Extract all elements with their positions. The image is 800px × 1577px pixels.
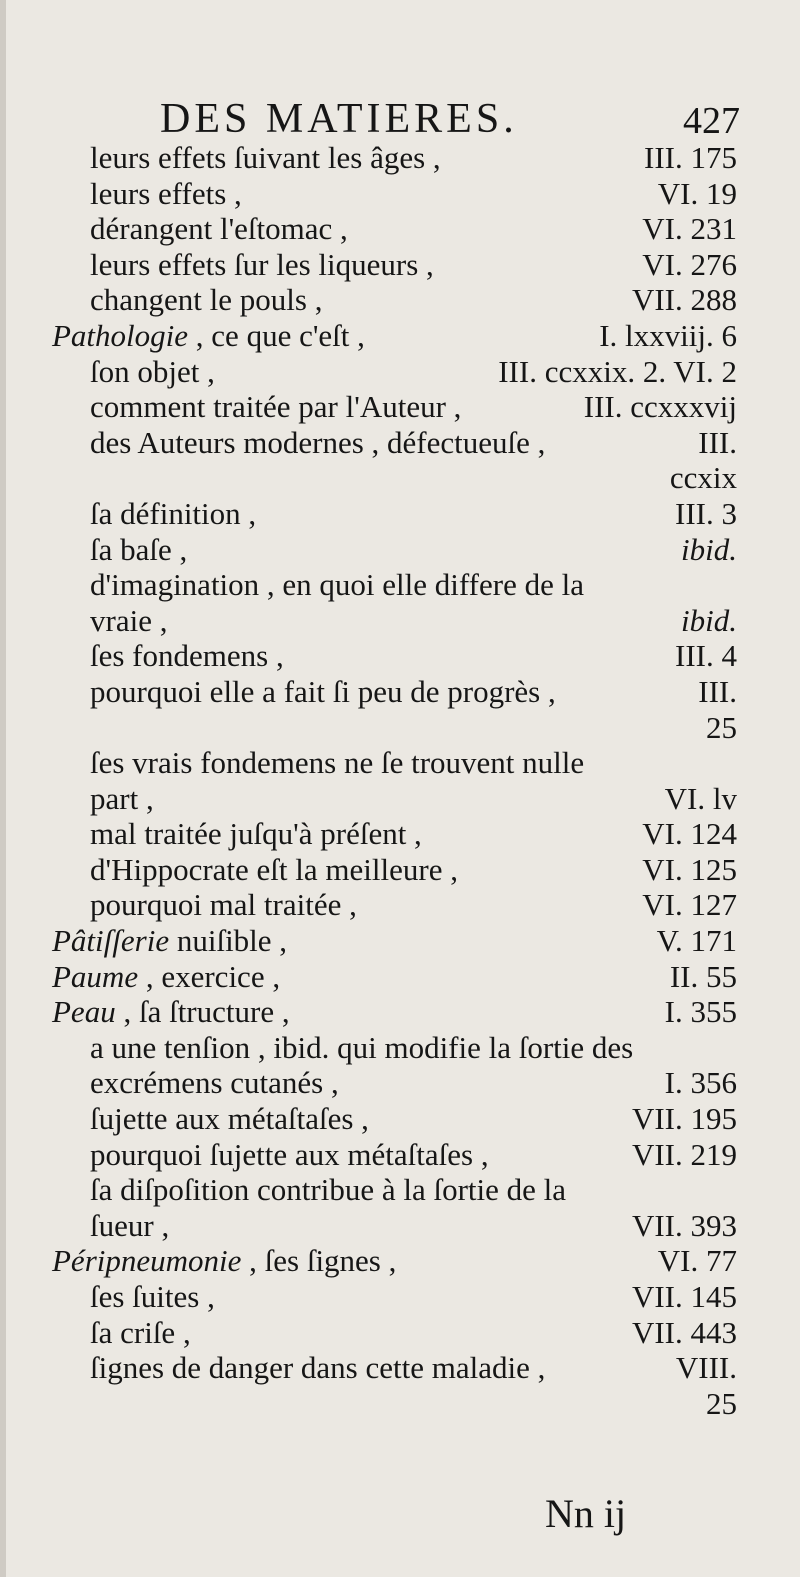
entry-description: dérangent l'eſtomac , bbox=[90, 211, 348, 247]
entry-reference: VII. 443 bbox=[631, 1314, 737, 1350]
entry-text bbox=[90, 140, 441, 176]
entry-reference: VII. 288 bbox=[631, 282, 737, 318]
entry-description: pourquoi ſujette aux métaſtaſes , bbox=[90, 1136, 489, 1172]
entry-text bbox=[90, 211, 348, 247]
entry-description: pourquoi mal traitée , bbox=[90, 887, 357, 923]
entry-reference: III. 3 bbox=[675, 495, 737, 531]
entry-description: changent le pouls , bbox=[90, 282, 323, 318]
index-sub-entry bbox=[52, 887, 737, 923]
entry-reference: VI. 124 bbox=[642, 816, 737, 852]
entry-reference: VII. 195 bbox=[631, 1101, 737, 1137]
entry-reference: VI. lv bbox=[664, 780, 737, 816]
index-sub-entry bbox=[52, 176, 737, 212]
entry-text bbox=[90, 603, 167, 639]
entry-description: vraie , bbox=[90, 602, 168, 638]
entry-text bbox=[90, 1279, 215, 1315]
index-entries bbox=[52, 140, 737, 1421]
entry-description: mal traitée juſqu'à préſent , bbox=[90, 816, 422, 852]
index-sub-entry bbox=[52, 389, 737, 425]
index-sub-entry bbox=[52, 354, 737, 390]
index-sub-entry bbox=[52, 247, 737, 283]
entry-description: part , bbox=[90, 780, 154, 816]
running-header bbox=[160, 95, 740, 145]
index-sub-entry bbox=[52, 638, 737, 674]
entry-text bbox=[90, 389, 461, 425]
entry-text bbox=[90, 1101, 369, 1137]
entry-description: a une tenſion , ibid. qui modifie la ſortie des bbox=[90, 1029, 634, 1065]
entry-text bbox=[90, 176, 242, 212]
entry-reference: VI. 19 bbox=[657, 175, 737, 211]
index-sub-entry bbox=[52, 1172, 737, 1208]
entry-text bbox=[90, 674, 556, 710]
entry-text bbox=[90, 1172, 566, 1208]
entry-text bbox=[52, 994, 290, 1030]
entry-text bbox=[90, 887, 357, 923]
entry-reference: II. 55 bbox=[669, 958, 737, 994]
entry-description: ſignes de danger dans cette maladie , bbox=[90, 1350, 546, 1386]
entry-text bbox=[90, 1315, 191, 1351]
index-sub-entry bbox=[52, 282, 737, 318]
entry-text bbox=[90, 567, 584, 603]
entry-reference: VI. 231 bbox=[642, 211, 737, 247]
entry-reference: VI. 77 bbox=[657, 1243, 737, 1279]
entry-text bbox=[90, 745, 584, 781]
entry-text bbox=[90, 354, 215, 390]
index-sub-entry bbox=[52, 816, 737, 852]
entry-reference: III. 4 bbox=[675, 638, 737, 674]
entry-description: leurs effets ſuivant les âges , bbox=[90, 140, 441, 175]
entry-description: leurs effets , bbox=[90, 175, 242, 211]
index-sub-entry bbox=[52, 1279, 737, 1315]
entry-text bbox=[90, 247, 434, 283]
index-sub-entry bbox=[52, 852, 737, 888]
entry-description: d'imagination , en quoi elle differe de la bbox=[90, 567, 584, 603]
entry-description: excrémens cutanés , bbox=[90, 1065, 339, 1101]
entry-reference: VIII. bbox=[675, 1350, 737, 1386]
entry-description: ſujette aux métaſtaſes , bbox=[90, 1101, 369, 1137]
index-sub-entry bbox=[52, 1350, 737, 1386]
entry-description: ſes ſuites , bbox=[90, 1279, 215, 1314]
entry-description: comment traitée par l'Auteur , bbox=[90, 389, 462, 425]
entry-description: , ſa ſtructure , bbox=[115, 994, 290, 1030]
entry-term: Paume bbox=[52, 958, 139, 994]
entry-reference: 25 bbox=[706, 709, 737, 745]
entry-reference: ccxix bbox=[669, 460, 737, 496]
entry-reference: VI. 276 bbox=[642, 246, 737, 282]
entry-text bbox=[52, 318, 365, 354]
entry-reference: VI. 125 bbox=[642, 851, 737, 887]
entry-text bbox=[90, 1208, 169, 1244]
index-sub-entry bbox=[52, 781, 737, 817]
index-sub-entry bbox=[52, 567, 737, 603]
entry-description: leurs effets ſur les liqueurs , bbox=[90, 246, 434, 282]
index-main-entry bbox=[52, 959, 737, 995]
entry-reference: I. 356 bbox=[664, 1065, 737, 1101]
index-main-entry bbox=[52, 994, 737, 1030]
index-sub-entry bbox=[52, 1030, 737, 1066]
entry-reference: III. bbox=[698, 673, 737, 709]
index-sub-entry bbox=[52, 1386, 737, 1422]
entry-description: nuiſible , bbox=[169, 923, 288, 959]
entry-reference: III. bbox=[698, 424, 737, 460]
entry-term: Pathologie bbox=[52, 317, 189, 353]
header-title: DES MATIERES. bbox=[160, 96, 518, 142]
index-main-entry bbox=[52, 1243, 737, 1279]
entry-text bbox=[90, 1137, 489, 1173]
signature-mark: Nn ij bbox=[545, 1491, 627, 1536]
entry-reference: ibid. bbox=[681, 531, 737, 567]
entry-description: , ce que c'eſt , bbox=[188, 317, 365, 353]
entry-text bbox=[52, 1243, 396, 1279]
entry-reference: I. lxxviij. 6 bbox=[599, 317, 737, 353]
entry-text bbox=[90, 816, 422, 852]
index-sub-entry bbox=[52, 603, 737, 639]
entry-reference: ibid. bbox=[681, 602, 737, 638]
entry-reference: III. ccxxxvij bbox=[583, 389, 737, 425]
entry-description: d'Hippocrate eſt la meilleure , bbox=[90, 851, 458, 887]
index-sub-entry bbox=[52, 710, 737, 746]
index-sub-entry bbox=[52, 745, 737, 781]
page-edge bbox=[0, 0, 6, 1577]
entry-reference: III. 175 bbox=[644, 140, 737, 175]
entry-term: Péripneumonie bbox=[52, 1243, 242, 1279]
entry-reference: VII. 219 bbox=[631, 1136, 737, 1172]
entry-text bbox=[90, 282, 322, 318]
index-sub-entry bbox=[52, 532, 737, 568]
entry-description: ſueur , bbox=[90, 1207, 170, 1243]
entry-description: ſes fondemens , bbox=[90, 638, 284, 674]
entry-term: Peau bbox=[52, 994, 116, 1030]
index-sub-entry bbox=[52, 1101, 737, 1137]
entry-text bbox=[90, 425, 545, 461]
index-sub-entry bbox=[52, 460, 737, 496]
entry-description: ſa diſpoſition contribue à la ſortie de la bbox=[90, 1172, 567, 1208]
index-sub-entry bbox=[52, 674, 737, 710]
index-sub-entry bbox=[52, 1208, 737, 1244]
entry-text bbox=[90, 781, 154, 817]
entry-description: , ſes ſignes , bbox=[241, 1243, 397, 1279]
index-sub-entry bbox=[52, 425, 737, 461]
index-sub-entry bbox=[52, 1065, 737, 1101]
entry-text bbox=[90, 852, 458, 888]
entry-description: ſa baſe , bbox=[90, 531, 188, 567]
entry-description: ſes vrais fondemens ne ſe trouvent nulle bbox=[90, 745, 585, 781]
entry-reference: VI. 127 bbox=[642, 887, 737, 923]
entry-text bbox=[90, 1065, 339, 1101]
entry-reference: V. 171 bbox=[656, 923, 737, 959]
entry-description: ſa criſe , bbox=[90, 1314, 191, 1350]
entry-text bbox=[90, 1350, 545, 1386]
entry-reference: VII. 393 bbox=[631, 1207, 737, 1243]
entry-text bbox=[52, 959, 280, 995]
entry-text bbox=[90, 638, 284, 674]
entry-reference: 25 bbox=[706, 1385, 737, 1421]
entry-term: Pâtiſſerie bbox=[52, 923, 170, 959]
index-sub-entry bbox=[52, 1137, 737, 1173]
entry-reference: VII. 145 bbox=[631, 1279, 737, 1314]
entry-text bbox=[90, 532, 187, 568]
entry-description: pourquoi elle a fait ſi peu de progrès , bbox=[90, 673, 556, 709]
index-sub-entry bbox=[52, 496, 737, 532]
index-sub-entry bbox=[52, 140, 737, 176]
index-sub-entry bbox=[52, 1315, 737, 1351]
index-sub-entry bbox=[52, 211, 737, 247]
entry-text bbox=[90, 1030, 633, 1066]
entry-description: des Auteurs modernes , défectueuſe , bbox=[90, 424, 546, 460]
entry-text bbox=[90, 496, 256, 532]
page-number: 427 bbox=[683, 100, 740, 142]
entry-description: ſon objet , bbox=[90, 353, 215, 389]
entry-reference: I. 355 bbox=[664, 994, 737, 1030]
entry-description: ſa définition , bbox=[90, 495, 257, 531]
entry-reference: III. ccxxix. 2. VI. 2 bbox=[498, 353, 737, 389]
entry-description: , exercice , bbox=[138, 958, 281, 994]
index-main-entry bbox=[52, 923, 737, 959]
index-main-entry bbox=[52, 318, 737, 354]
entry-text bbox=[52, 923, 287, 959]
